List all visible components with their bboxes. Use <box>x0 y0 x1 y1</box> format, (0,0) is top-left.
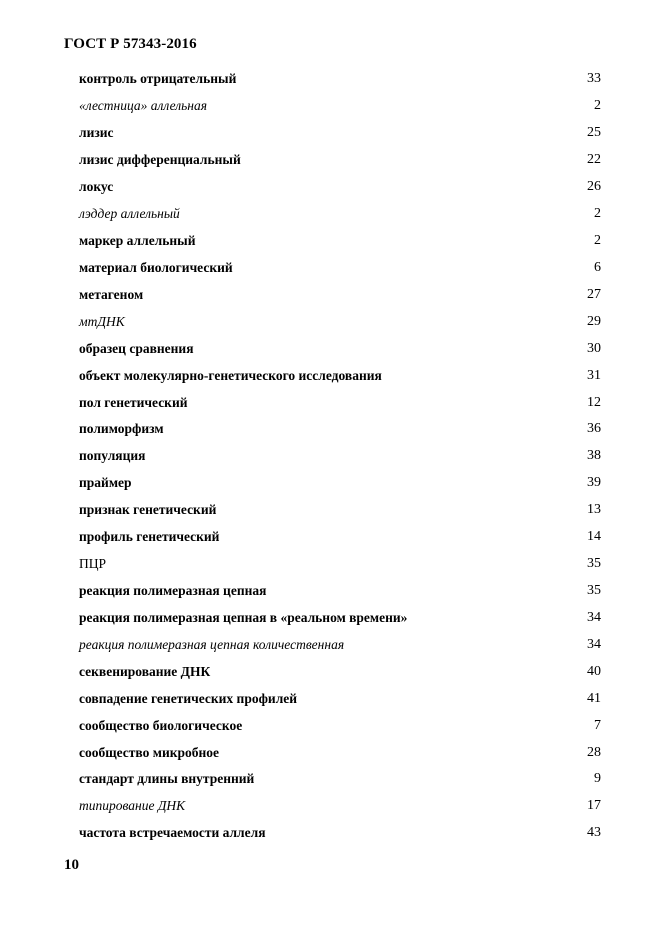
index-entry <box>79 335 601 362</box>
alphabetical-index-list <box>79 66 601 847</box>
index-page-reference: 34 <box>587 636 601 652</box>
index-entry <box>79 66 601 93</box>
index-term: контроль отрицательный <box>79 71 237 87</box>
index-page-reference: 22 <box>587 152 601 168</box>
index-page-reference: 35 <box>587 582 601 598</box>
index-page-reference: 12 <box>587 394 601 410</box>
index-entry <box>79 739 601 766</box>
index-entry <box>79 443 601 470</box>
index-term: частота встречаемости аллеля <box>79 825 266 841</box>
index-page-reference: 33 <box>587 71 601 87</box>
index-page-reference: 26 <box>587 179 601 195</box>
index-page-reference: 31 <box>587 367 601 383</box>
index-page-reference: 25 <box>587 125 601 141</box>
index-term: сообщество биологическое <box>79 717 243 733</box>
index-entry <box>79 604 601 631</box>
index-term: праймер <box>79 475 132 491</box>
index-entry <box>79 416 601 443</box>
index-term: сообщество микробное <box>79 744 220 760</box>
index-term: лизис <box>79 125 114 141</box>
index-entry <box>79 497 601 524</box>
index-entry <box>79 470 601 497</box>
index-term: реакция полимеразная цепная в «реальном времени» <box>79 609 408 625</box>
index-term: популяция <box>79 448 146 464</box>
index-entry <box>79 578 601 605</box>
index-entry <box>79 793 601 820</box>
index-term: типирование ДНК <box>79 798 186 814</box>
index-page-reference: 41 <box>587 690 601 706</box>
index-page-reference: 7 <box>594 717 601 733</box>
index-entry <box>79 120 601 147</box>
index-entry <box>79 201 601 228</box>
index-page-reference: 36 <box>587 421 601 437</box>
index-page-reference: 9 <box>594 771 601 787</box>
index-page-reference: 28 <box>587 744 601 760</box>
index-entry <box>79 685 601 712</box>
index-page-reference: 35 <box>587 556 601 572</box>
index-entry <box>79 524 601 551</box>
index-term: профиль генетический <box>79 529 220 545</box>
index-term: материал биологический <box>79 259 233 275</box>
index-page-reference: 6 <box>594 259 601 275</box>
index-term: пол генетический <box>79 394 188 410</box>
index-term: образец сравнения <box>79 340 194 356</box>
index-page-reference: 40 <box>587 663 601 679</box>
index-term: ПЦР <box>79 556 107 572</box>
index-page-reference: 2 <box>594 206 601 222</box>
index-term: мтДНК <box>79 313 125 329</box>
index-entry <box>79 658 601 685</box>
index-term: совпадение генетических профилей <box>79 690 298 706</box>
page-number: 10 <box>64 857 79 873</box>
index-entry <box>79 631 601 658</box>
index-entry <box>79 766 601 793</box>
index-entry <box>79 551 601 578</box>
index-page-reference: 39 <box>587 475 601 491</box>
index-page-reference: 29 <box>587 313 601 329</box>
index-term: «лестница» аллельная <box>79 98 208 114</box>
index-entry <box>79 820 601 847</box>
index-page-reference: 43 <box>587 825 601 841</box>
index-page-reference: 14 <box>587 529 601 545</box>
index-page-reference: 34 <box>587 609 601 625</box>
index-entry <box>79 147 601 174</box>
index-entry <box>79 254 601 281</box>
index-entry <box>79 308 601 335</box>
index-term: лизис дифференциальный <box>79 152 241 168</box>
document-header: ГОСТ Р 57343-2016 <box>64 36 197 52</box>
index-term: реакция полимеразная цепная количественная <box>79 636 345 652</box>
index-term: локус <box>79 179 114 195</box>
index-page-reference: 17 <box>587 798 601 814</box>
index-page-reference: 2 <box>594 98 601 114</box>
index-entry <box>79 174 601 201</box>
index-entry <box>79 712 601 739</box>
index-term: метагеном <box>79 286 144 302</box>
index-entry <box>79 228 601 255</box>
index-term: маркер аллельный <box>79 232 196 248</box>
index-term: лэддер аллельный <box>79 206 180 222</box>
index-page-reference: 30 <box>587 340 601 356</box>
index-page-reference: 2 <box>594 232 601 248</box>
index-term: стандарт длины внутренний <box>79 771 255 787</box>
index-term: реакция полимеразная цепная <box>79 582 267 598</box>
index-term: секвенирование ДНК <box>79 663 211 679</box>
index-page-reference: 27 <box>587 286 601 302</box>
index-entry <box>79 281 601 308</box>
index-page-reference: 38 <box>587 448 601 464</box>
index-page-reference: 13 <box>587 502 601 518</box>
index-term: объект молекулярно-генетического исследования <box>79 367 382 383</box>
index-term: признак генетический <box>79 502 217 518</box>
index-entry <box>79 362 601 389</box>
index-entry <box>79 389 601 416</box>
index-entry <box>79 93 601 120</box>
index-term: полиморфизм <box>79 421 164 437</box>
